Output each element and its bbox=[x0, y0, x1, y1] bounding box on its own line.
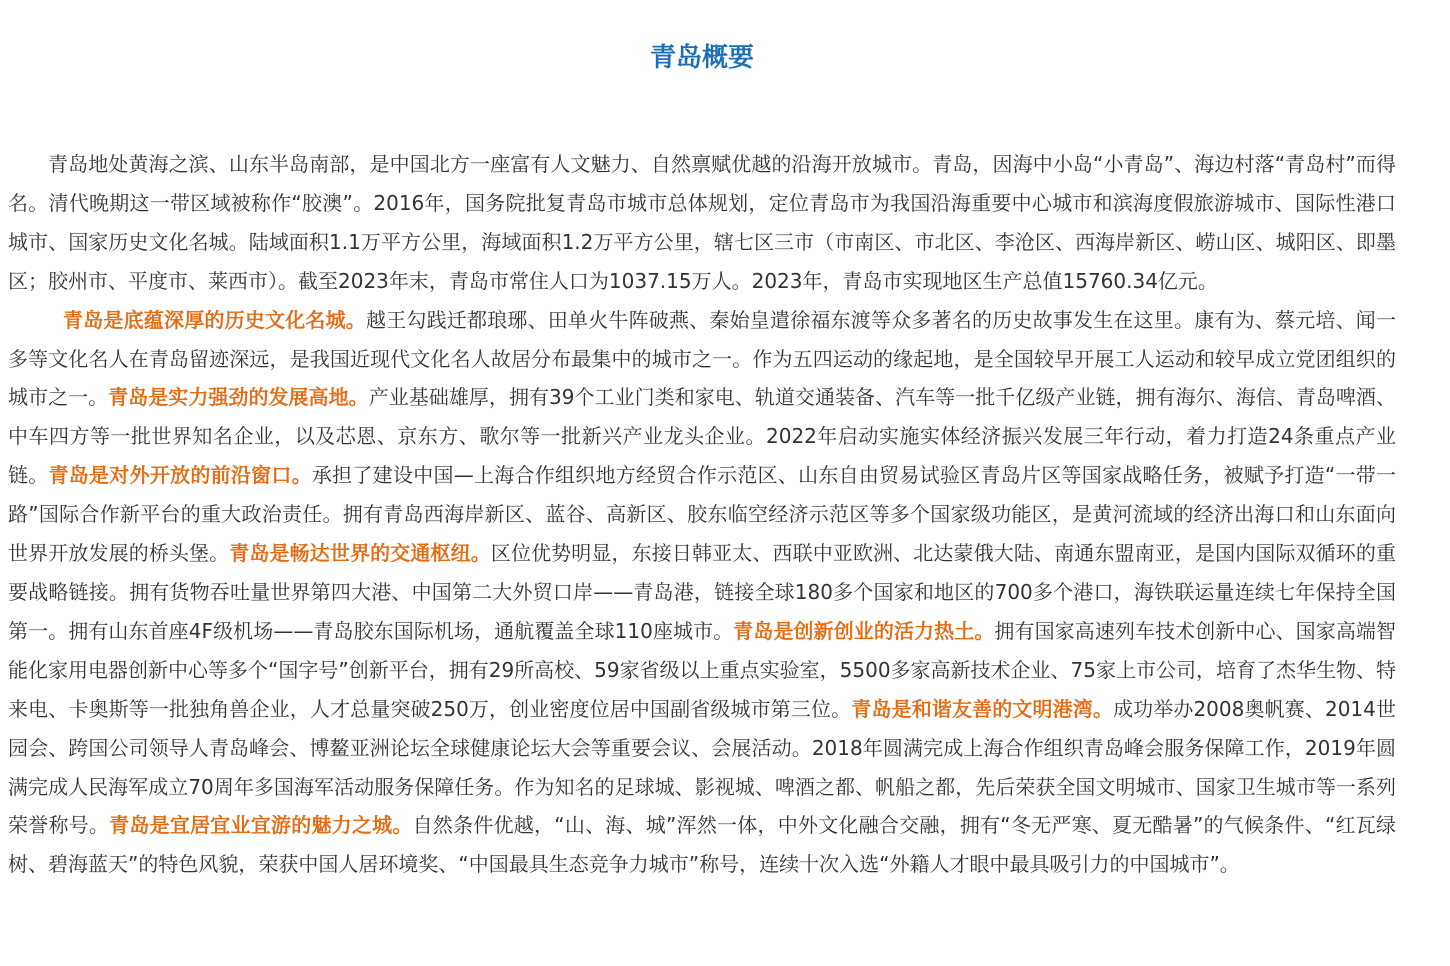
section-text-civilization: 成功举办2008奥帆赛、2014世园会、跨国公司领导人青岛峰会、博鳌亚洲论坛全球健康论坛大会等重要会议、会展活动。2018年圆满完成上海合作组织青岛峰会服务保障工作，2019年圆满完成人民海军成立70周年多国海军活动服务保障任务。作为知名的足球城、影视城、啤酒之都、帆船之都，先后荣获全国文明城市、国家卫生城市等一系列荣誉称号。 bbox=[8, 696, 1397, 838]
section-heading-transport: 青岛是畅达世界的交通枢纽。 bbox=[229, 541, 491, 566]
page-title: 青岛概要 bbox=[649, 43, 754, 73]
section-heading-history: 青岛是底蕴深厚的历史文化名城。 bbox=[63, 307, 366, 332]
section-text-innovation: 拥有国家高速列车技术创新中心、国家高端智能化家用电器创新中心等多个“国字号”创新平台，拥有29所高校、59家省级以上重点实验室，5500多家高新技术企业、75家上市公司，培育了杰华生物、特来电、卡奥斯等一批独角兽企业，人才总量突破250万，创业密度位居中国副省级城市第三位。 bbox=[8, 618, 1397, 721]
section-heading-livability: 青岛是宜居宜业宜游的魅力之城。 bbox=[109, 813, 413, 838]
section-heading-development: 青岛是实力强劲的发展高地。 bbox=[108, 385, 369, 410]
intro-paragraph: 青岛地处黄海之滨、山东半岛南部，是中国北方一座富有人文魅力、自然禀赋优越的沿海开放城市。青岛，因海中小岛“小青岛”、海边村落“青岛村”而得名。清代晚期这一带区域被称作“胶澳”。2016年，国务院批复青岛市城市总体规划，定位青岛市为我国沿海重要中心城市和滨海度假旅游城市、国际性港口城市、国家历史文化名城。陆域面积1.1万平方公里，海域面积1.2万平方公里，辖七区三市（市南区、市北区、李沧区、西海岸新区、崂山区、城阳区、即墨区；胶州市、平度市、莱西市）。截至2023年末，青岛市常住人口为1037.15万人。2023年，青岛市实现地区生产总值15760.34亿元。 bbox=[8, 152, 1396, 293]
section-heading-civilization: 青岛是和谐友善的文明港湾。 bbox=[851, 696, 1113, 721]
article-body bbox=[8, 145, 1396, 884]
section-heading-opening: 青岛是对外开放的前沿窗口。 bbox=[48, 463, 312, 488]
section-heading-innovation: 青岛是创新创业的活力热土。 bbox=[733, 618, 995, 643]
section-text-development: 产业基础雄厚，拥有39个工业门类和家电、轨道交通装备、汽车等一批千亿级产业链，拥有海尔、海信、青岛啤酒、中车四方等一批世界知名企业，以及芯恩、京东方、歌尔等一批新兴产业龙头企业。2022年启动实施实体经济振兴发展三年行动，着力打造24条重点产业链。 bbox=[8, 385, 1397, 488]
features-paragraph bbox=[8, 301, 1396, 885]
section-text-transport: 区位优势明显，东接日韩亚太、西联中亚欧洲、北达蒙俄大陆、南通东盟南亚，是国内国际双循环的重要战略链接。拥有货物吞吐量世界第四大港、中国第二大外贸口岸——青岛港，链接全球180多个国家和地区的700多个港口，海铁联运量连续七年保持全国第一。拥有山东首座4F级机场——青岛胶东国际机场，通航覆盖全球110座城市。 bbox=[8, 541, 1397, 643]
section-text-history: 越王勾践迁都琅琊、田单火牛阵破燕、秦始皇遣徐福东渡等众多著名的历史故事发生在这里。康有为、蔡元培、闻一多等文化名人在青岛留迹深远，是我国近现代文化名人故居分布最集中的城市之一。作为五四运动的缘起地，是全国较早开展工人运动和较早成立党团组织的城市之一。 bbox=[8, 307, 1396, 410]
section-text-livability: 自然条件优越，“山、海、城”浑然一体，中外文化融合交融，拥有“冬无严寒、夏无酷暑”的气候条件、“红瓦绿树、碧海蓝天”的特色风貌，荣获中国人居环境奖、“中国最具生态竞争力城市”称号，连续十次入选“外籍人才眼中最具吸引力的中国城市”。 bbox=[8, 813, 1396, 877]
section-text-opening: 承担了建设中国—上海合作组织地方经贸合作示范区、山东自由贸易试验区青岛片区等国家战略任务，被赋予打造“一带一路”国际合作新平台的重大政治责任。拥有青岛西海岸新区、蓝谷、高新区、胶东临空经济示范区等多个国家级功能区，是黄河流域的经济出海口和山东面向世界开放发展的桥头堡。 bbox=[8, 463, 1397, 566]
